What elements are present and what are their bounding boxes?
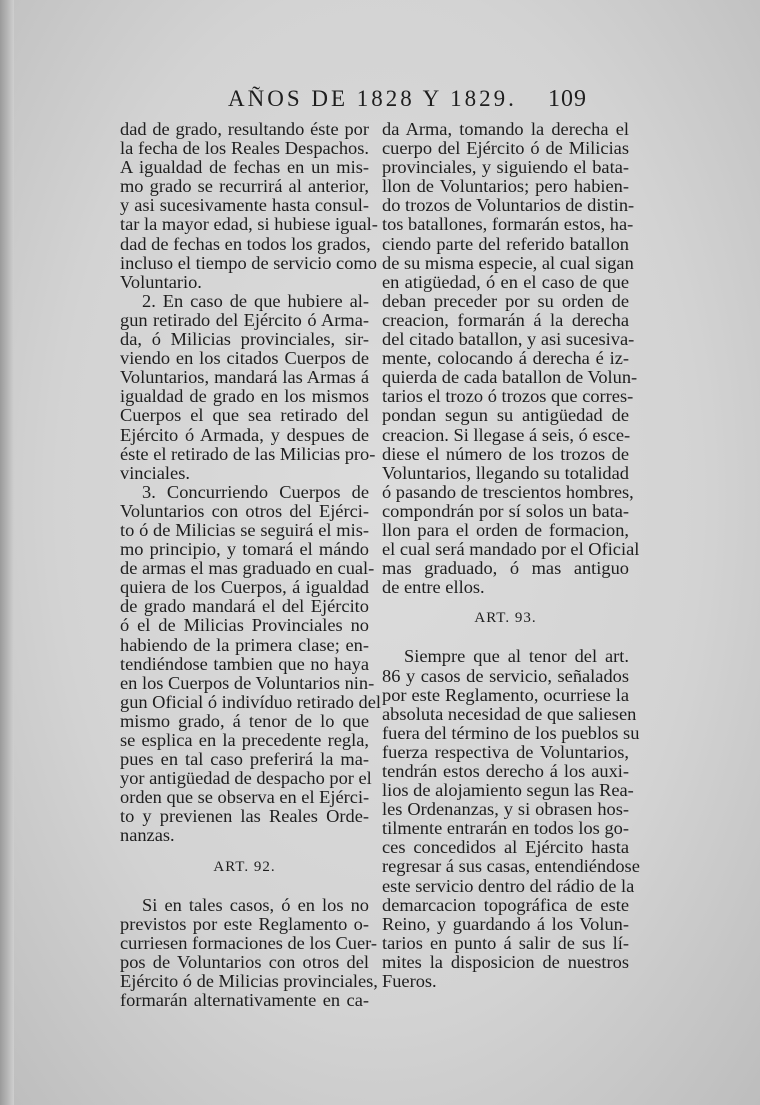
text-line: fuerza respectiva de Voluntarios, [382,741,629,762]
text-line: tos batallones, formarán estos, ha- [382,214,634,235]
text-line: mo grado se recurrirá al anterior, [120,176,369,197]
text-line: mas graduado, ó mas antiguo [382,558,629,579]
text-line: mismo grado, á tenor de lo que [120,710,369,731]
text-line: habiendo de la primera clase; en- [120,634,369,655]
text-line: ces concedidos al Ejército hasta [382,837,629,858]
text-line: por este Reglamento, ocurriese la [382,684,629,705]
text-line: gun retirado del Ejército ó Arma- [120,309,369,330]
text-line: ó el de Milicias Provinciales no [120,615,369,636]
text-line: 86 y casos de servicio, señalados [382,665,629,686]
text-line: creacion, formarán á la derecha [382,309,629,330]
text-line: cuerpo del Ejército ó de Milicias [382,138,629,159]
text-line: de entre ellos. [382,577,485,598]
text-line: quiera de los Cuerpos, á igualdad [120,577,369,598]
text-line: dad de grado, resultando éste por [120,119,369,139]
text-line: la fecha de los Reales Despachos. [120,138,369,159]
article-heading: ART. 92. [213,858,276,875]
text-line: de grado mandará el del Ejército [120,596,369,617]
text-line: en atigüedad, ó en el caso de que [382,271,629,292]
text-line: llon de Voluntarios; pero habien- [382,176,629,197]
text-line: mo principio, y tomará el mándo [120,539,369,560]
text-line: tarios en punto á salir de sus lí- [382,932,629,953]
text-line: 3. Concurriendo Cuerpos de [142,481,369,502]
text-line: incluso el tiempo de servicio como [120,252,377,273]
text-line: previstos por este Reglamento o- [120,913,369,934]
text-line: fuera del término de los pueblos su [382,722,640,743]
text-line: Reino, y guardando á los Volun- [382,913,629,934]
article-heading: ART. 93. [474,610,537,627]
text-line: nanzas. [120,825,175,846]
right-column [382,119,640,992]
text-line: Ejército ó Armada, y despues de [120,424,369,445]
left-column [120,119,381,1011]
text-line: el cual será mandado por el Oficial [382,539,640,560]
text-line: curriesen formaciones de los Cuer- [120,932,378,953]
text-line: provinciales, y siguiendo el bata- [382,157,629,178]
text-line: do trozos de Voluntarios de distin- [382,195,635,216]
text-line: da Arma, tomando la derecha el [382,119,629,139]
text-line: tendiéndose tambien que no haya [120,653,369,674]
text-line: da, ó Milicias provinciales, sir- [120,329,369,350]
text-line: regresar á sus casas, entendiéndose [382,856,640,877]
text-line: ó pasando de trescientos hombres, [382,481,634,502]
text-line: de armas el mas graduado en cual- [120,558,375,579]
text-line: absoluta necesidad de que saliesen [382,703,637,724]
text-line: de su misma especie, al cual sigan [382,252,634,273]
text-line: yor antigüedad de despacho por el [120,768,372,789]
text-line: del citado batallon, y asi sucesiva- [382,329,635,350]
text-line: igualdad de grado en los mismos [120,386,369,407]
text-line: Voluntarios con otros del Ejérci- [120,500,369,521]
text-line: llon para el orden de formacion, [382,519,629,540]
text-line: Fueros. [382,971,437,992]
text-line: les Ordenanzas, y si obrasen hos- [382,799,629,820]
text-line: quierda de cada batallon de Volun- [382,367,638,388]
text-line: orden que se observa en el Ejérci- [120,787,370,808]
text-line: tilmente entrarán en todos los go- [382,818,629,839]
text-line: compondrán por sí solos un bata- [382,500,629,521]
text-line: tar la mayor edad, si hubiese igual- [120,214,378,235]
text-line: éste el retirado de las Milicias pro- [120,443,376,464]
text-line: Voluntarios, mandará las Armas á [120,367,369,388]
text-line: se esplica en la precedente regla, [120,730,369,750]
text-line: deban preceder por su orden de [382,290,629,311]
text-line: Siempre que al tenor del art. [404,646,629,667]
text-line: creacion. Si llegase á seis, ó esce- [382,424,631,445]
page-edge-shadow [0,0,14,1105]
text-line: mente, colocando á derecha é iz- [382,348,629,369]
text-line: Voluntarios, llegando su totalidad [382,462,629,483]
text-line: A igualdad de fechas en un mis- [120,157,369,178]
text-line: vinciales. [120,462,190,483]
page-number: 109 [548,86,587,112]
text-line: Ejército ó de Milicias provinciales, [120,971,378,992]
text-line: 2. En caso de que hubiere al- [142,290,369,311]
text-line: viendo en los citados Cuerpos de [120,348,369,369]
text-line: pues en tal caso preferirá la ma- [120,749,369,770]
text-line: ciendo parte del referido batallon [382,233,629,254]
text-line: mites la disposicion de nuestros [382,951,629,972]
text-line: gun Oficial ó indivíduo retirado del [120,691,381,712]
text-line: Cuerpos el que sea retirado del [120,405,369,426]
text-line: Si en tales casos, ó en los no [142,894,369,915]
text-line: formarán alternativamente en ca- [120,990,369,1011]
text-line: demarcacion topográfica de este [382,894,629,915]
text-line: Voluntario. [120,271,202,292]
text-line: to y previenen las Reales Orde- [120,806,369,827]
text-line: to ó de Milicias se seguirá el mis- [120,519,369,540]
text-line: en los Cuerpos de Voluntarios nin- [120,672,375,693]
running-title: AÑOS DE 1828 Y 1829. [228,86,517,111]
text-line: pondan segun su antigüedad de [382,405,629,426]
text-line: pos de Voluntarios con otros del [120,951,369,972]
text-line: este servicio dentro del rádio de la [382,875,635,896]
text-line: lios de alojamiento segun las Rea- [382,780,634,801]
text-line: dad de fechas en todos los grados, [120,233,371,254]
text-line: tendrán estos derecho á los auxi- [382,761,629,781]
text-line: tarios el trozo ó trozos que corres- [382,386,634,407]
text-line: diese el número de los trozos de [382,443,629,464]
text-line: y asi sucesivamente hasta consul- [120,195,369,216]
